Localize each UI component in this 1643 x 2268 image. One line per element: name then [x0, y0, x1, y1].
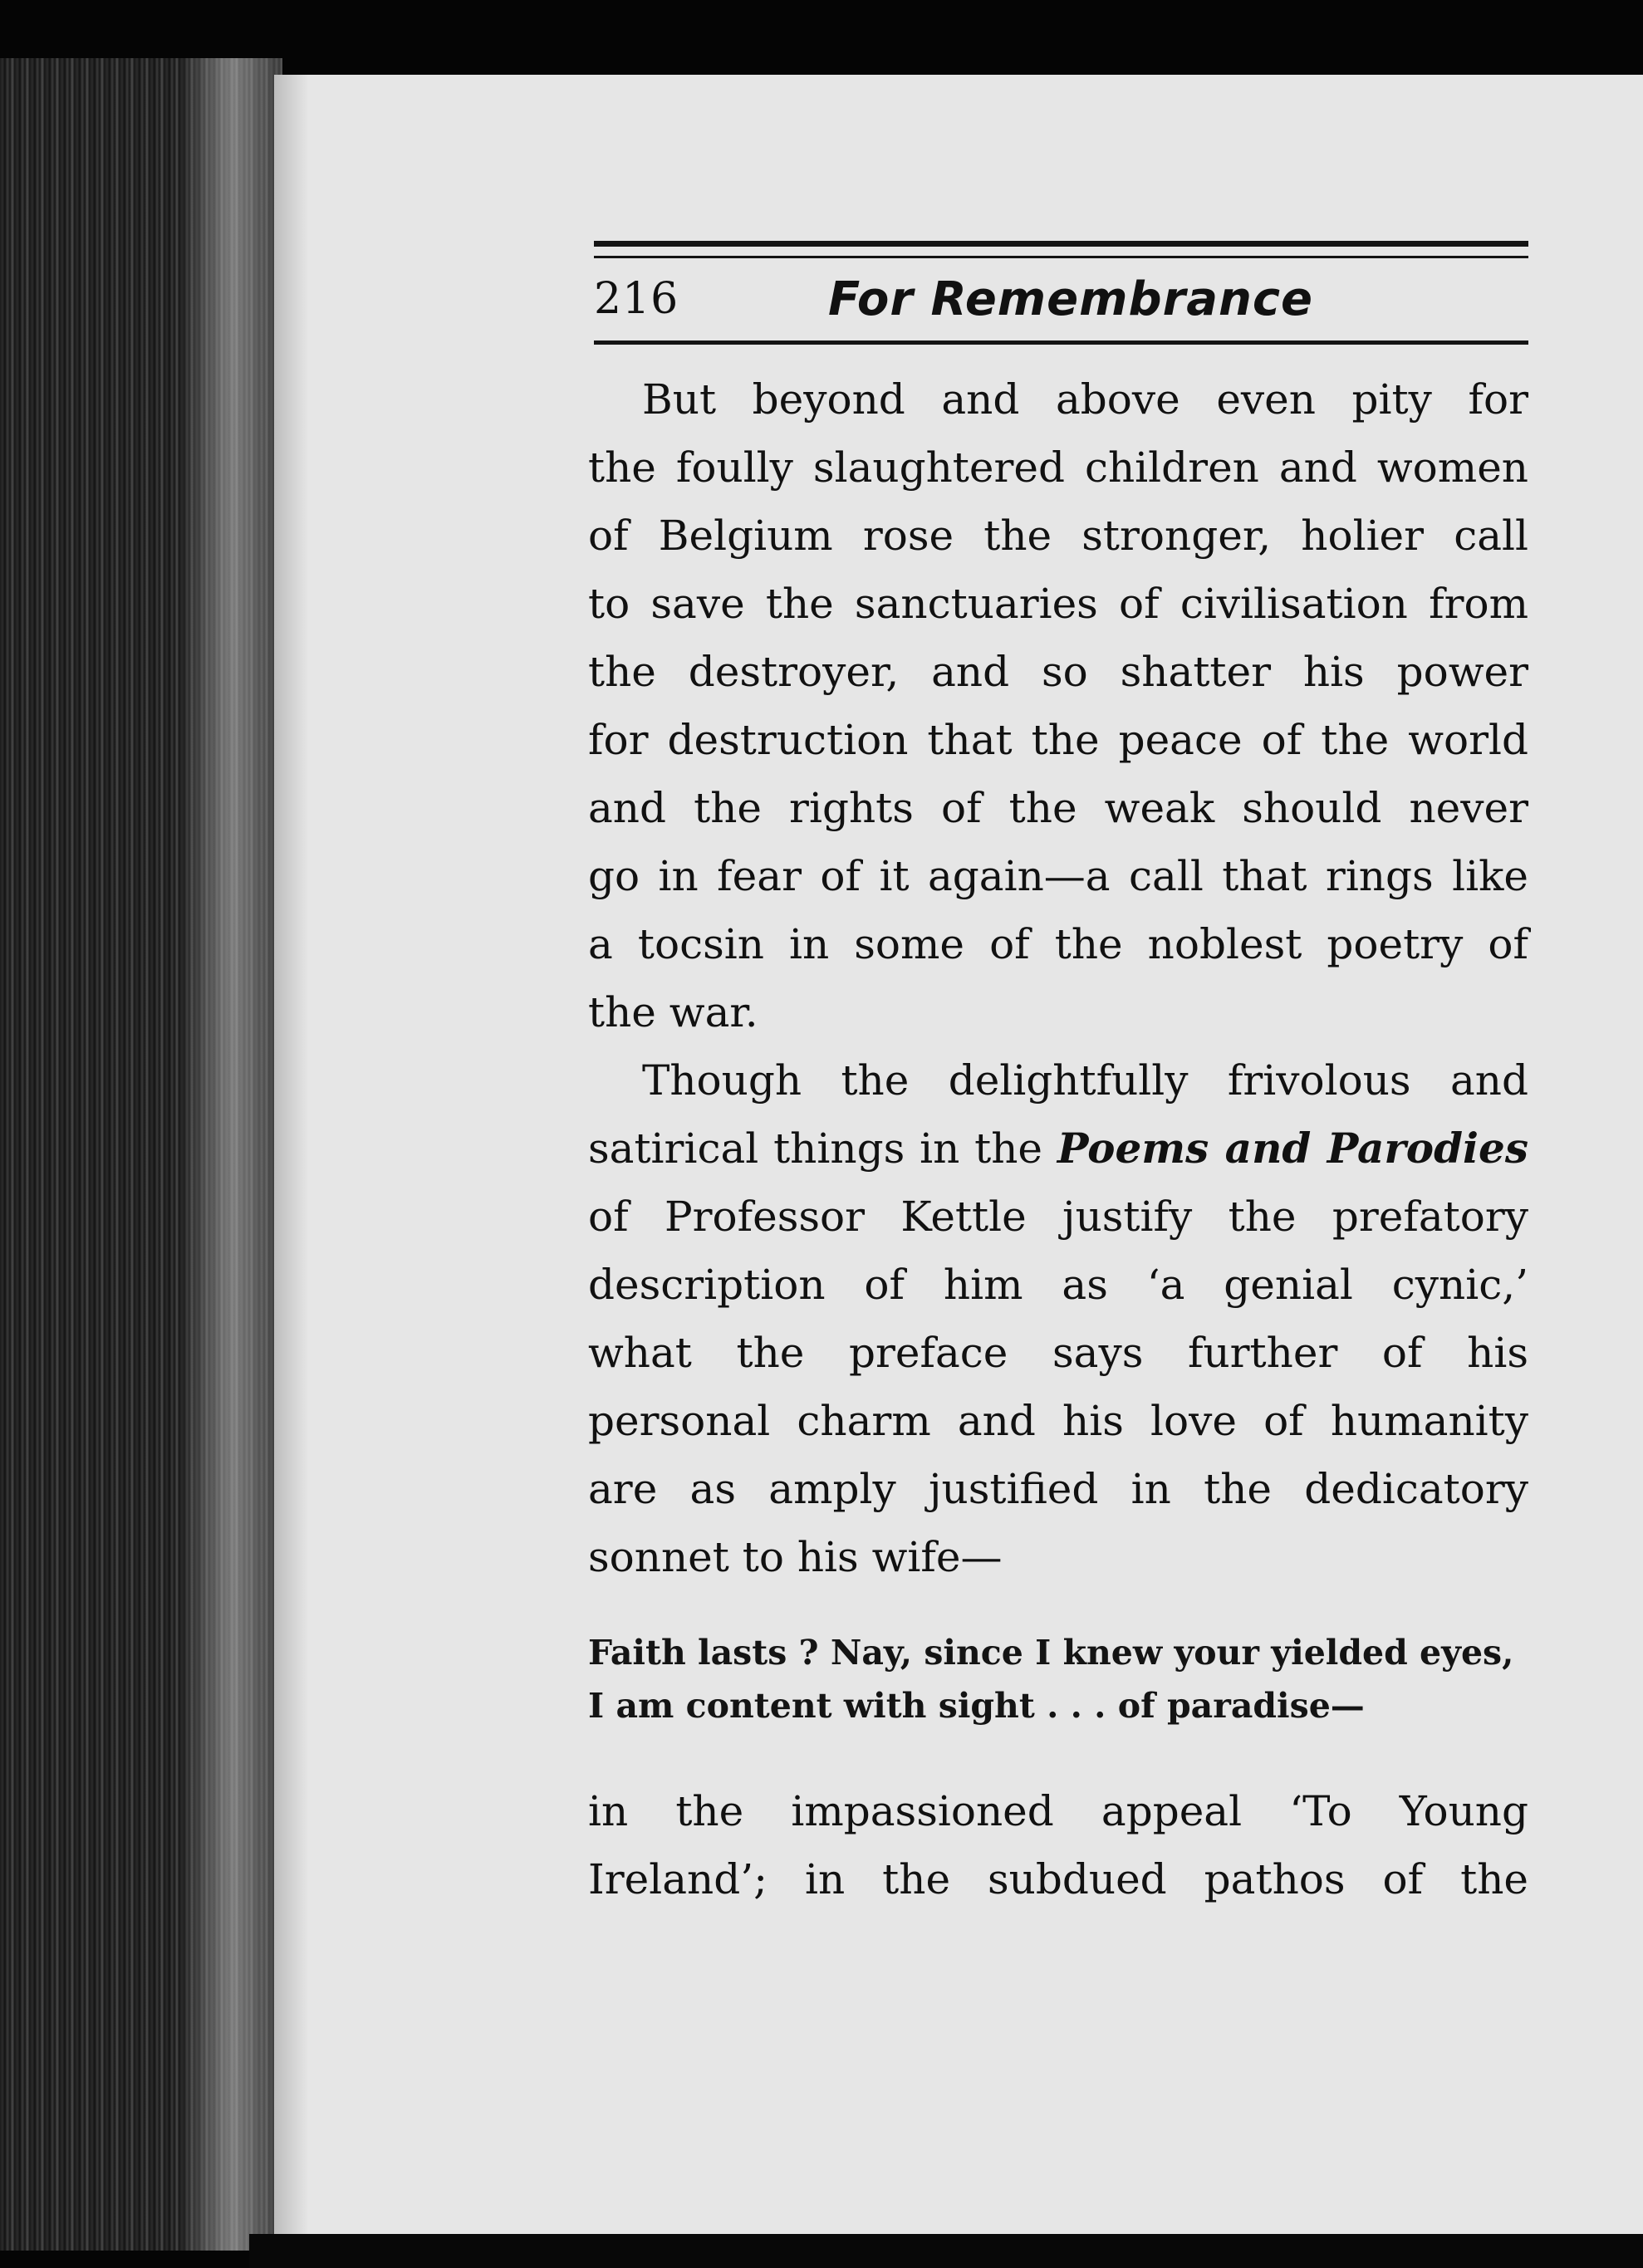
running-title: For Remembrance: [828, 272, 1314, 326]
text-line: a tocsin in some of the noblest poetry of: [588, 920, 1528, 968]
text-line: Though the delightfully frivolous and: [642, 1056, 1528, 1105]
running-head-rule: [594, 340, 1528, 345]
book-page-edges: [0, 58, 282, 2251]
verse-quote: [588, 1626, 1528, 1732]
page-number: 216: [594, 274, 679, 324]
paragraph-3: [588, 1777, 1528, 1913]
header-rule-thin: [594, 256, 1528, 258]
text-line: in the impassioned appeal ‘To Young: [588, 1787, 1528, 1835]
header-rule-thick: [594, 241, 1528, 247]
bottom-shadow: [249, 2234, 1643, 2268]
text-line: what the preface says further of his: [588, 1329, 1528, 1377]
text-line: to save the sanctuaries of civilisation from: [588, 580, 1528, 628]
book-title: Poems and Parodies: [1057, 1124, 1528, 1173]
running-head: [594, 266, 1528, 340]
text-line: the foully slaughtered children and women: [588, 443, 1528, 492]
text-line: the war.: [588, 988, 758, 1036]
verse-line: I am content with sight . . . of paradise—: [588, 1686, 1365, 1726]
text-line: Ireland’; in the subdued pathos of the: [588, 1855, 1528, 1903]
text-line: of Belgium rose the stronger, holier call: [588, 512, 1528, 560]
paragraph-2: [588, 1046, 1528, 1591]
paragraph-1: [588, 365, 1528, 1046]
text-line: the destroyer, and so shatter his power: [588, 648, 1528, 696]
text-line: description of him as ‘a genial cynic,’: [588, 1261, 1528, 1309]
text-line: are as amply justified in the dedicatory: [588, 1465, 1528, 1513]
text-line: sonnet to his wife—: [588, 1533, 1003, 1581]
text-line: personal charm and his love of humanity: [588, 1397, 1528, 1445]
text-line-with-title: [588, 1114, 1528, 1183]
verse-line: Faith lasts ? Nay, since I knew your yielded eyes,: [588, 1633, 1514, 1673]
text-fragment: satirical things in the: [588, 1124, 1057, 1173]
body-text: [588, 365, 1528, 1913]
text-line: of Professor Kettle justify the prefatory: [588, 1193, 1528, 1241]
text-line: and the rights of the weak should never: [588, 784, 1528, 832]
text-line: for destruction that the peace of the world: [588, 716, 1528, 764]
text-line: go in fear of it again—a call that rings like: [588, 852, 1528, 900]
text-line: But beyond and above even pity for: [642, 375, 1528, 424]
